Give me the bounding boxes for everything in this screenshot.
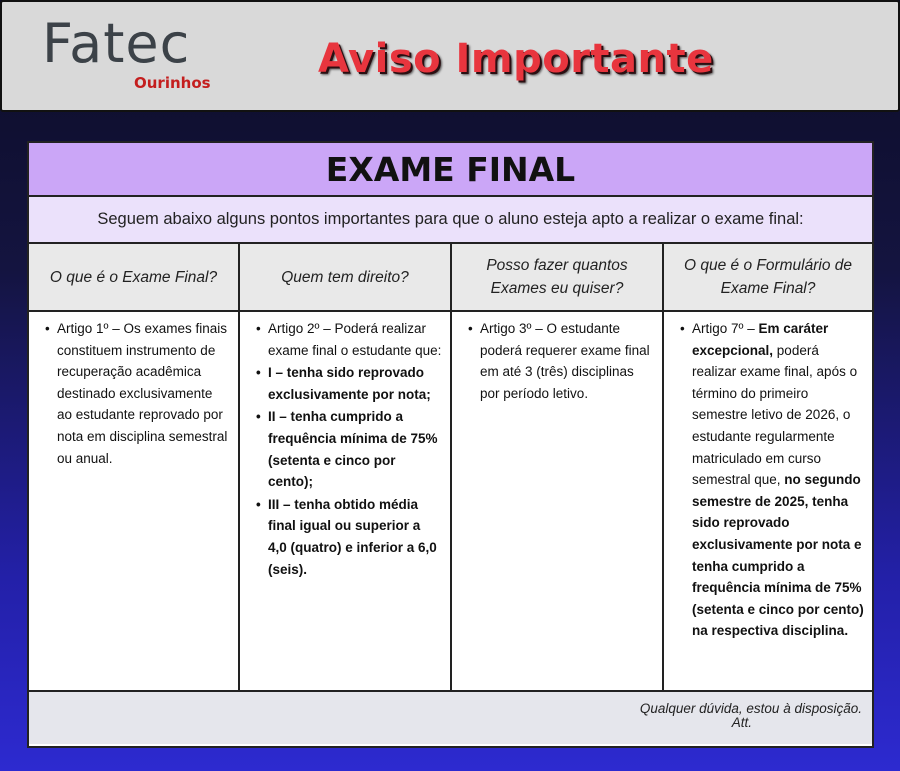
list-item: • II – tenha cumprido a frequência mínima de 75% (setenta e cinco por cento);: [256, 406, 442, 492]
header-bar: [0, 0, 900, 112]
card-footer: [29, 692, 872, 744]
column-heading-who: Quem tem direito?: [281, 268, 409, 286]
list-item: • Artigo 2º – Poderá realizar exame final o estudante que:: [256, 318, 442, 361]
list-item: • Artigo 3º – O estudante poderá requerer exame final em até 3 (três) disciplinas por período letivo.: [468, 318, 654, 404]
list-item: • III – tenha obtido média final igual ou superior a 4,0 (quatro) e inferior a 6,0 (seis).: [256, 494, 442, 580]
list-item: • Artigo 1º – Os exames finais constituem instrumento de recuperação acadêmica destinado exclusivamente ao estudante reprovado por nota em disciplina semestral ou anual.: [45, 318, 230, 469]
exam-card: [27, 141, 874, 748]
card-intro: Seguem abaixo alguns pontos importantes para que o aluno esteja apto a realizar o exame final:: [29, 197, 872, 244]
list-item: [680, 318, 864, 642]
column-body-how-many: [452, 312, 662, 690]
column-body-form: [664, 312, 872, 690]
column-heading-what-is: O que é o Exame Final?: [49, 268, 218, 286]
emphasis-text: no segundo semestre de 2025, tenha sido reprovado exclusivamente por nota e tenha cumprido a frequência mínima de 75% (setenta e cinco por cento) na respectiva disciplina.: [692, 472, 864, 639]
body-text: poderá realizar exame final, após o término do primeiro semestre letivo de 2026, o estudante regularmente matriculado em curso semestral que,: [692, 342, 858, 488]
column-heading-form: O que é o Formulário de Exame Final?: [683, 257, 852, 297]
table-body-row: [29, 312, 872, 692]
footer-note: Qualquer dúvida, estou à disposição.: [639, 701, 862, 716]
list-item: • I – tenha sido reprovado exclusivamente por nota;: [256, 362, 442, 405]
column-body-who: [240, 312, 450, 690]
footer-signoff: Att.: [731, 715, 752, 730]
page-title: Aviso Importante: [318, 36, 714, 82]
fatec-logo: Fatec: [42, 12, 191, 75]
article-label: Artigo 7º –: [692, 321, 759, 336]
column-body-what-is: [29, 312, 238, 690]
emphasis-text: Em caráter excepcional,: [692, 321, 829, 358]
card-title: EXAME FINAL: [29, 143, 872, 197]
column-heading-how-many: Posso fazer quantos Exames eu quiser?: [486, 257, 628, 297]
logo-campus: Ourinhos: [134, 74, 211, 92]
table-header-row: [29, 244, 872, 312]
